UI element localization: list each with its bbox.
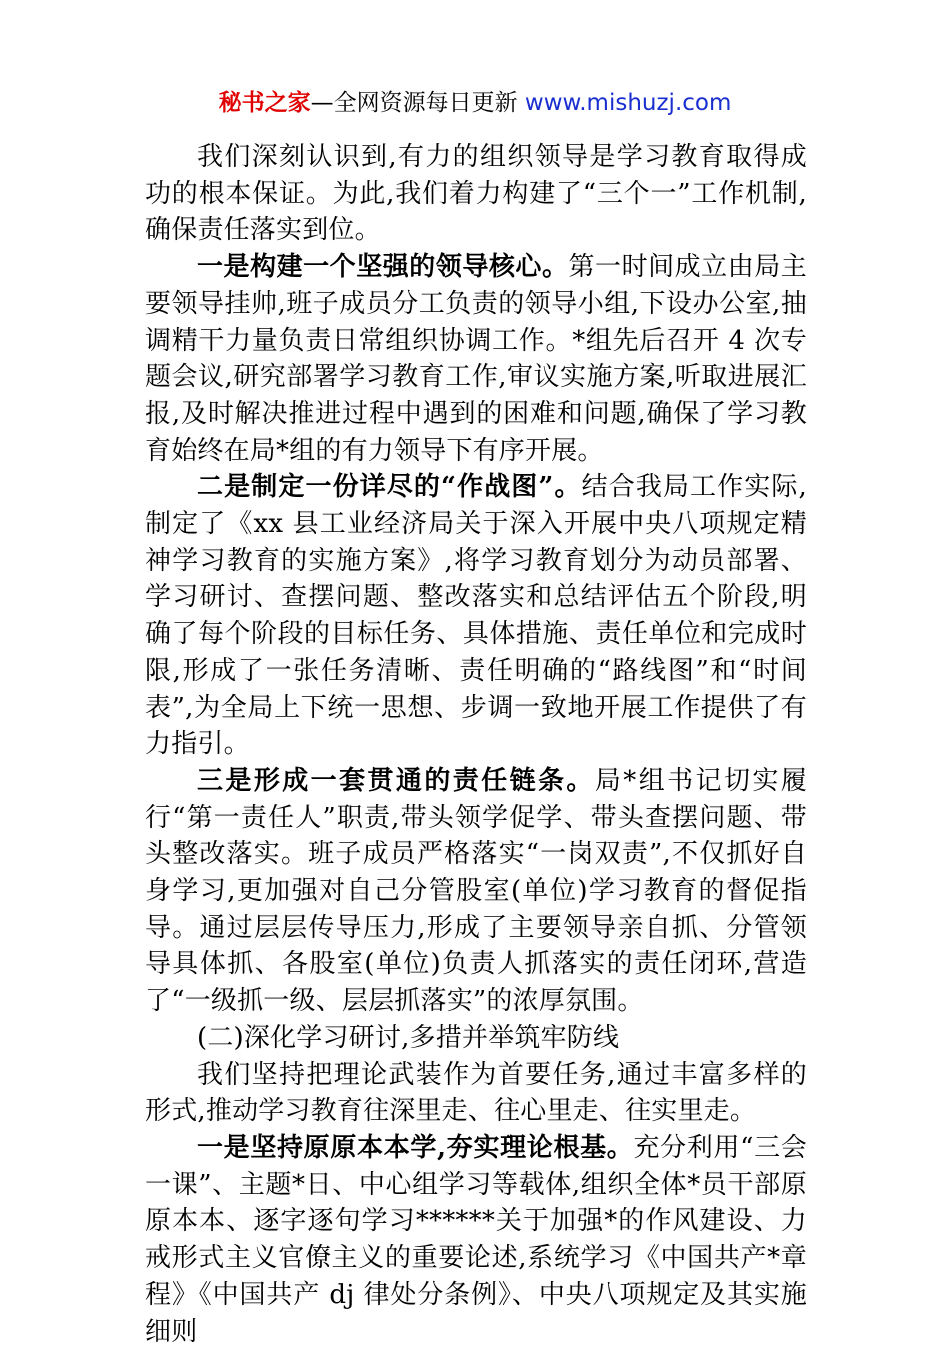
paragraph-lead: 一是构建一个坚强的领导核心。	[197, 252, 569, 283]
paragraph-theory	[145, 1057, 807, 1130]
paragraph-battle-plan	[145, 469, 807, 763]
paragraph-original-study	[145, 1130, 807, 1350]
paragraph-text: 结合我局工作实际,制定了《xx 县工业经济局关于深入开展中央八项规定精神学习教育的实施方案》,将学习教育划分为动员部署、学习研讨、查摆问题、整改落实和总结评估五个阶段,明确了每个阶段的目标任务、具体措施、责任单位和完成时限,形成了一张任务清晰、责任明确的“路线图”和“时间表”,为全局上下统一思想、步调一致地开展工作提供了有力指引。	[145, 472, 807, 760]
paragraph-text: 第一时间成立由局主要领导挂帅,班子成员分工负责的领导小组,下设办公室,抽调精干力量负责日常组织协调工作。*组先后召开 4 次专题会议,研究部署学习教育工作,审议实施方案,听取进展汇报,及时解决推进过程中遇到的困难和问题,确保了学习教育始终在局*组的有力领导下有序开展。	[145, 252, 807, 466]
section-heading-text: (二)深化学习研讨,多措并举筑牢防线	[197, 1022, 620, 1053]
paragraph-leadership-core	[145, 249, 807, 469]
paragraph-text: 充分利用“三会一课”、主题*日、中心组学习等载体,组织全体*员干部原原本本、逐字逐句学习******关于加强*的作风建设、力戒形式主义官僚主义的重要论述,系统学习《中国共产*章程》《中国共产 dj 律处分条例》、中央八项规定及其实施细则	[145, 1132, 807, 1347]
paragraph-lead: 一是坚持原原本本学,夯实理论根基。	[197, 1132, 634, 1163]
paragraph-text: 我们坚持把理论武装作为首要任务,通过丰富多样的形式,推动学习教育往深里走、往心里走、往实里走。	[145, 1059, 807, 1127]
paragraph-lead: 三是形成一套贯通的责任链条。	[197, 765, 595, 796]
section-heading	[145, 1020, 807, 1057]
paragraph-lead: 二是制定一份详尽的“作战图”。	[197, 472, 582, 503]
paragraph-responsibility-chain	[145, 763, 807, 1020]
paragraph-intro	[145, 139, 807, 249]
site-url-link[interactable]: www.mishuzj.com	[524, 90, 732, 116]
site-tagline: —全网资源每日更新	[310, 90, 525, 116]
document-body	[145, 139, 807, 1350]
site-header	[0, 86, 950, 120]
paragraph-text: 局*组书记切实履行“第一责任人”职责,带头领学促学、带头查摆问题、带头整改落实。班子成员严格落实“一岗双责”,不仅抓好自身学习,更加强对自己分管股室(单位)学习教育的督促指导。通过层层传导压力,形成了主要领导亲自抓、分管领导具体抓、各股室(单位)负责人抓落实的责任闭环,营造了“一级抓一级、层层抓落实”的浓厚氛围。	[145, 765, 807, 1017]
paragraph-text: 我们深刻认识到,有力的组织领导是学习教育取得成功的根本保证。为此,我们着力构建了“三个一”工作机制,确保责任落实到位。	[145, 142, 807, 246]
site-brand: 秘书之家	[218, 90, 311, 116]
